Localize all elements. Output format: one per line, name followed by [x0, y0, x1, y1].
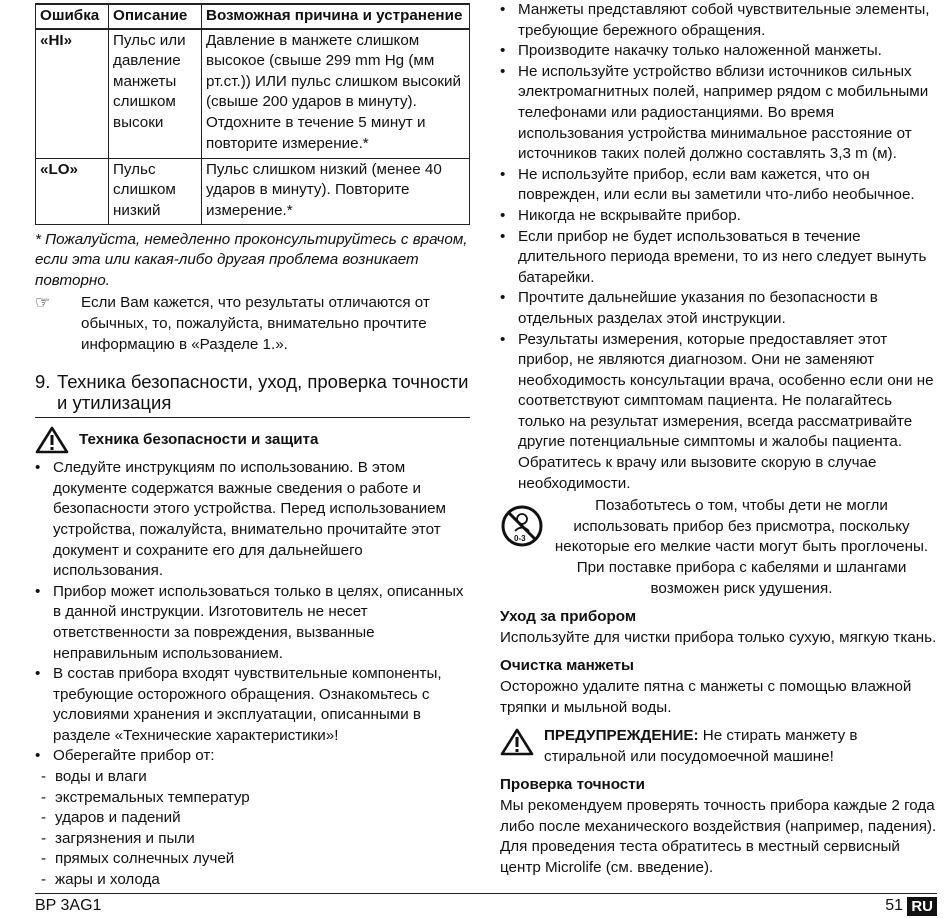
warning-body: Не стирать манжету в стиральной или посудомоечной машине! — [544, 727, 858, 765]
section-heading — [35, 371, 470, 413]
error-code: «LO» — [36, 158, 109, 224]
table-row — [36, 29, 470, 159]
section-number: 9. — [35, 371, 51, 393]
list-item: • Прочтите дальнейшие указания по безопасности в отдельных разделах этой инструкции. — [500, 288, 937, 329]
model-name: BP 3AG1 — [35, 897, 102, 914]
care-heading: Уход за прибором — [500, 608, 637, 626]
section-divider — [35, 417, 470, 418]
table-row — [36, 158, 470, 224]
list-item: • Манжеты представляют собой чувствительные элементы, требующие бережного обращения. — [500, 0, 937, 41]
warning-label: ПРЕДУПРЕЖДЕНИЕ: — [544, 727, 699, 745]
section-title: Техника безопасности, уход, проверка точности и утилизация — [57, 371, 469, 414]
left-column — [35, 0, 470, 891]
page-footer — [35, 893, 937, 915]
warning-triangle-icon — [35, 426, 69, 454]
warning-triangle-icon — [500, 728, 534, 756]
list-item: • Никогда не вскрывайте прибор. — [500, 206, 937, 227]
error-table — [35, 3, 470, 225]
cuff-warning-text — [544, 726, 937, 767]
list-item: • Результаты измерения, которые предоставляет этот прибор, не являются диагнозом. Они не заменяют необходимость консультации врача, особенно если они не соответствуют симптомам пациента. Не полагайтесь только на результат измерения, всегда рассматривайте другие потенциальные симптомы и жалобы пациента. Обратитесь к врачу или вызовите скорую в случае необходимости. — [500, 330, 937, 495]
accuracy-text: Мы рекомендуем проверять точность прибора каждые 2 года либо после механического воздействия (например, падения). Для проведения теста обратитесь в местный сервисный центр Microlife (см. введение). — [500, 796, 937, 876]
list-item: • Не используйте устройство вблизи источников сильных электромагнитных полей, например рядом с мобильными телефонами или радиостанциями. Во время использования устройства минимальное расстояние от источников таких полей должно составлять 3,3 m (м). — [500, 62, 937, 165]
accuracy-heading: Проверка точности — [500, 776, 646, 794]
cuff-warning — [500, 726, 937, 767]
page-number: 51 — [885, 897, 903, 914]
cuff-text: Осторожно удалите пятна с манжеты с помощью влажной тряпки и мыльной воды. — [500, 678, 912, 716]
header-description: Описание — [109, 4, 202, 29]
age-label: 0-3 — [514, 534, 526, 544]
table-footnote: * Пожалуйста, немедленно проконсультируйтесь с врачом, если эта или какая-либо другая проблема возникает повторно. — [35, 230, 468, 289]
child-warning — [500, 496, 937, 599]
error-remedy: Давление в манжете слишком высокое (свыше 299 mm Hg (мм рт.ст.)) ИЛИ пульс слишком высокий (свыше 200 ударов в минуту). Отдохните в течение 5 минут и повторите измерение.* — [202, 29, 470, 159]
list-item: - загрязнения и пыли — [37, 829, 470, 850]
list-item: - воды и влаги — [37, 767, 470, 788]
list-item: - ударов и падений — [37, 808, 470, 829]
list-item: • Производите накачку только наложенной манжеты. — [500, 41, 937, 62]
list-item: - прямых солнечных лучей — [37, 849, 470, 870]
error-description: Пульс слишком низкий — [109, 158, 202, 224]
list-item: - экстремальных температур — [37, 788, 470, 809]
language-badge: RU — [907, 897, 937, 916]
error-code: «HI» — [36, 29, 109, 159]
pointing-hand-icon: ☞ — [35, 293, 51, 313]
safety-list-continued — [500, 0, 937, 494]
child-warning-text: Позаботьтесь о том, чтобы дети не могли использовать прибор без присмотра, поскольку некоторые его мелкие части могут быть проглочены. При поставке прибора с кабелями и шлангами возможен риск удушения. — [554, 497, 929, 597]
safety-heading — [35, 426, 470, 454]
protect-intro: Оберегайте прибор от: — [53, 747, 215, 765]
list-item — [35, 746, 470, 767]
header-remedy: Возможная причина и устранение — [202, 4, 470, 29]
cuff-heading: Очистка манжеты — [500, 657, 634, 675]
list-item: - жары и холода — [37, 870, 470, 891]
safety-heading-text: Техника безопасности и защита — [79, 430, 319, 448]
no-children-icon — [500, 504, 544, 548]
error-description: Пульс или давление манжеты слишком высоки — [109, 29, 202, 159]
protect-list — [37, 767, 470, 891]
hint-note — [35, 293, 470, 355]
care-text: Используйте для чистки прибора только сухую, мягкую ткань. — [500, 628, 937, 646]
hint-text: Если Вам кажется, что результаты отличаются от обычных, то, пожалуйста, внимательно прочтите информацию в «Разделе 1.». — [81, 294, 430, 353]
header-error: Ошибка — [36, 4, 109, 29]
list-item: • Следуйте инструкциям по использованию. В этом документе содержатся важные сведения о работе и безопасности этого устройства. Перед использованием устройства, пожалуйста, внимательно прочитайте этот документ и сохраните его для дальнейшего использования. — [35, 458, 470, 582]
right-column — [500, 0, 937, 878]
error-remedy: Пульс слишком низкий (менее 40 ударов в минуту). Повторите измерение.* — [202, 158, 470, 224]
list-item: • Не используйте прибор, если вам кажется, что он поврежден, или если вы заметили что-либо необычное. — [500, 165, 937, 206]
safety-list — [35, 458, 470, 767]
list-item: • Прибор может использоваться только в целях, описанных в данной инструкции. Изготовитель не несет ответственности за повреждения, вызванные неправильным использованием. — [35, 582, 470, 664]
list-item: • Если прибор не будет использоваться в течение длительного периода времени, то из него следует вынуть батарейки. — [500, 227, 937, 289]
error-table-header — [36, 4, 470, 29]
list-item: • В состав прибора входят чувствительные компоненты, требующие осторожного обращения. Ознакомьтесь с условиями хранения и эксплуатации, описанными в разделе «Технические характеристики»! — [35, 664, 470, 746]
